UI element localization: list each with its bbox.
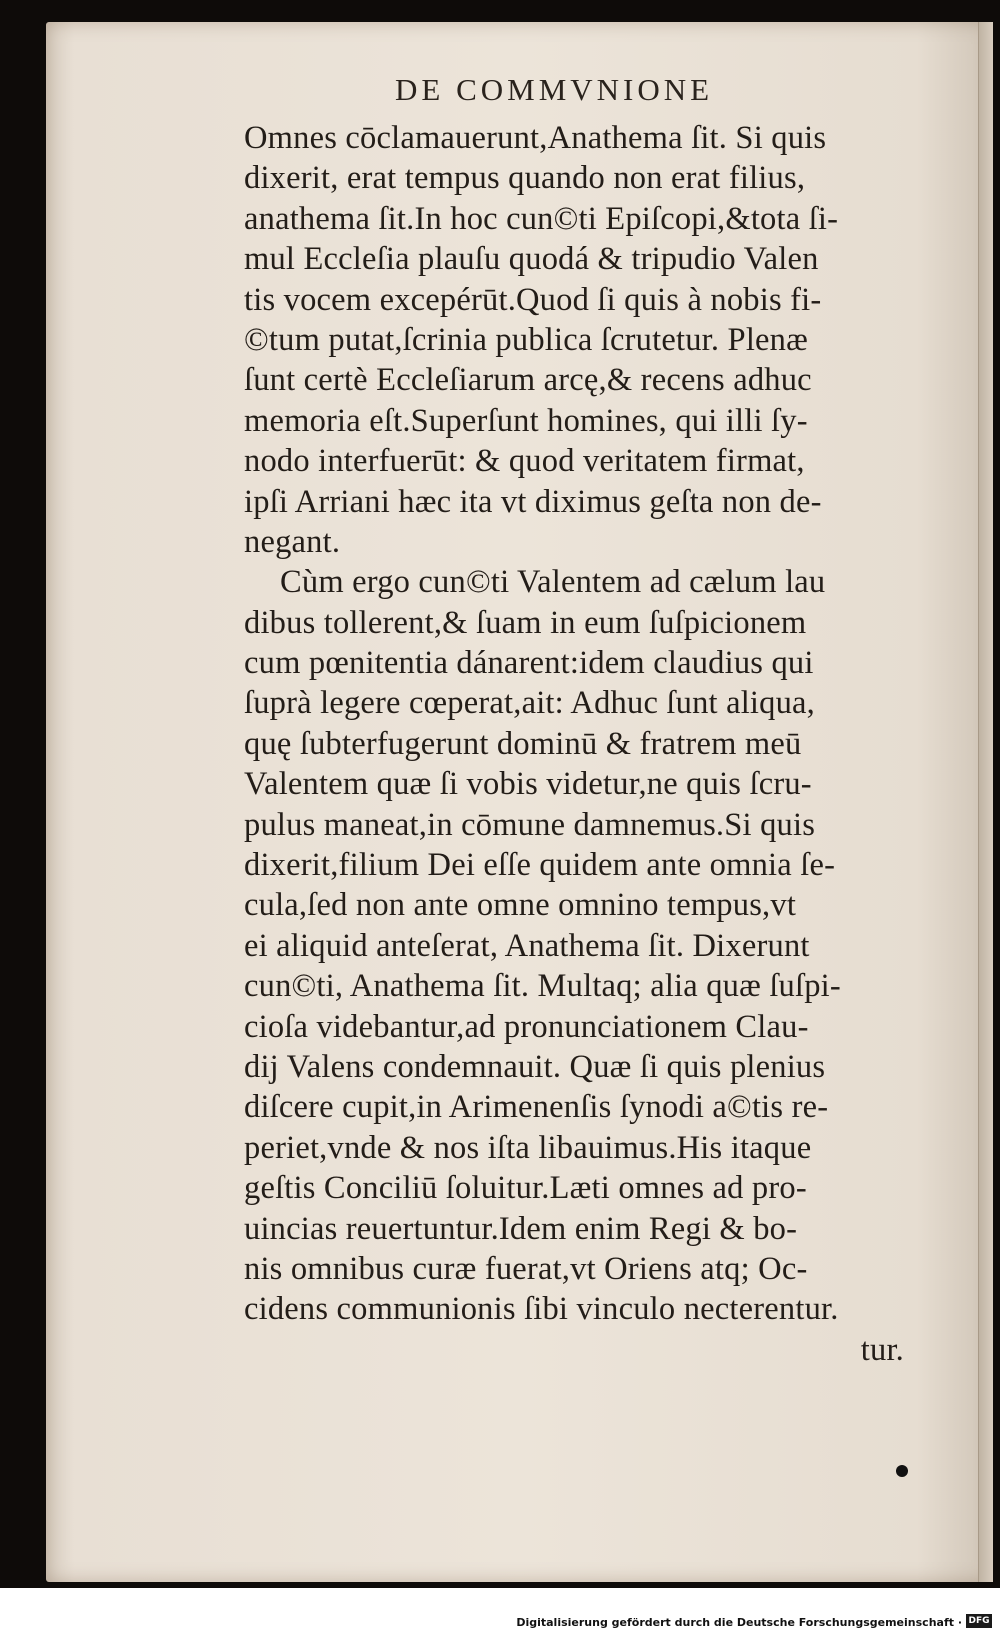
- text-line: periet,vnde & nos iſta libauimus.His itaque: [244, 1129, 812, 1166]
- text-line: dij Valens condemnauit. Quæ ſi quis plenius: [244, 1048, 826, 1085]
- text-line: dixerit,filium Dei eſſe quidem ante omnia ſe-: [244, 847, 836, 884]
- text-line: pulus maneat,in cōmune damnemus.Si quis: [244, 806, 816, 843]
- text-line: cum pœnitentia dánarent:idem claudius qui: [244, 645, 814, 682]
- text-line: geſtis Conciliū ſoluitur.Læti omnes ad pro-: [244, 1170, 807, 1207]
- footer-bar: [0, 1588, 1000, 1636]
- page-edge: [978, 22, 993, 1582]
- text-line: uincias reuertuntur.Idem enim Regi & bo-: [244, 1210, 798, 1247]
- text-line: ſuprà legere cœperat,ait: Adhuc ſunt aliqua,: [244, 685, 816, 722]
- text-line: diſcere cupit,in Arimenenſis ſynodi a©tis re-: [244, 1089, 829, 1126]
- ink-dot: [896, 1465, 908, 1477]
- text-line: nis omnibus curæ fuerat,vt Oriens atq; Oc-: [244, 1250, 808, 1287]
- text-line-final: tur.: [860, 1331, 904, 1368]
- text-line: dixerit, erat tempus quando non erat filius,: [244, 160, 806, 197]
- text-line: negant.: [244, 523, 341, 560]
- text-line: cidens communionis ſibi vinculo necterentur.: [244, 1291, 839, 1328]
- text-line: quę ſubterfugerunt dominū & fratrem meū: [244, 725, 802, 762]
- text-line: dibus tollerent,& ſuam in eum ſuſpicionem: [244, 604, 807, 641]
- body-text: [244, 118, 904, 1370]
- text-line: ©tum putat,ſcrinia publica ſcrutetur. Plenæ: [244, 321, 809, 358]
- text-line: anathema ſit.In hoc cun©ti Epiſcopi,&tota ſi-: [244, 200, 839, 237]
- text-line: tis vocem excepérūt.Quod ſi quis à nobis fi-: [244, 281, 822, 318]
- text-line: cun©ti, Anathema ſit. Multaq; alia quæ ſuſpi-: [244, 968, 841, 1005]
- text-line: cula,ſed non ante omne omnino tempus,vt: [244, 887, 797, 924]
- dfg-logo: DFG: [966, 1614, 992, 1628]
- text-line: cioſa videbantur,ad pronunciationem Clau-: [244, 1008, 809, 1045]
- paragraph-start-line: Cùm ergo cun©ti Valentem ad cælum lau: [280, 564, 826, 601]
- text-line: nodo interfuerūt: & quod veritatem firmat,: [244, 443, 805, 480]
- text-line: Valentem quæ ſi vobis videtur,ne quis ſcru-: [244, 766, 812, 803]
- running-head: DE COMMVNIONE: [395, 72, 714, 107]
- text-line: memoria eſt.Superſunt homines, qui illi ſy-: [244, 402, 808, 439]
- text-line: mul Eccleſia plauſu quodá & tripudio Valen: [244, 241, 819, 278]
- text-line: ei aliquid anteſerat, Anathema ſit. Dixerunt: [244, 927, 810, 964]
- text-line: ipſi Arriani hæc ita vt diximus geſta non de-: [244, 483, 822, 520]
- funding-notice: Digitalisierung gefördert durch die Deutsche Forschungsgemeinschaft ·: [516, 1616, 962, 1629]
- text-line: ſunt certè Eccleſiarum arcę,& recens adhuc: [244, 362, 812, 399]
- text-line: Omnes cōclamauerunt,Anathema ſit. Si quis: [244, 120, 827, 156]
